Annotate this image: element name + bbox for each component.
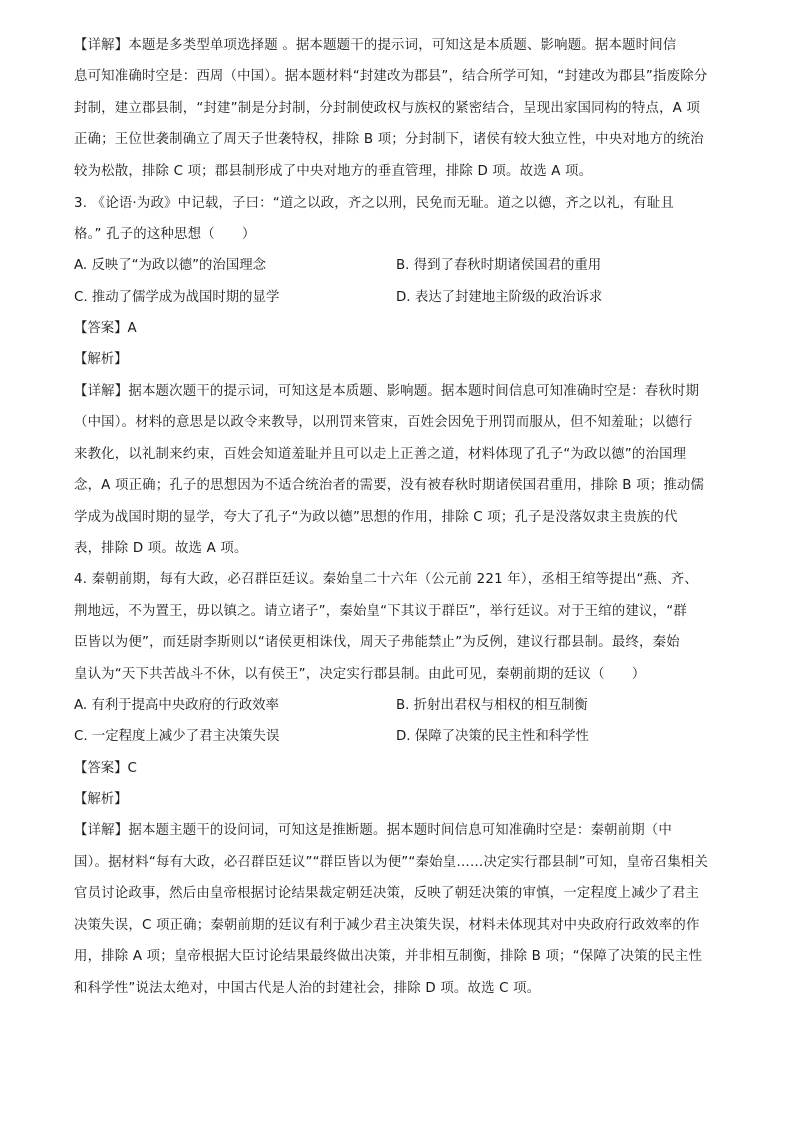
q2-detail-line: 较为松散，排除 C 项；郡县制形成了中央对地方的垂直管理，排除 D 项。故选 A 项。: [74, 164, 593, 179]
q4-detail-line: 决策失误，C 项正确；秦朝前期的廷议有利于减少君主决策失误，材料未体现其对中央政府行政效率的作: [74, 918, 700, 933]
q4-stem-line: 4. 秦朝前期，每有大政，必召群臣廷议。秦始皇二十六年（公元前 221 年），丞相王绾等提出“燕、齐、: [74, 572, 698, 587]
q3-stem-line: 格。” 孔子的这种思想（ ）: [74, 227, 256, 242]
q3-detail-line: 学成为战国时期的显学，夸大了孔子“为政以德”思想的作用，排除 C 项；孔子是没落奴隶主贵族的代: [74, 510, 678, 525]
q4-analysis-label: 【解析】: [74, 792, 128, 807]
q3-option-c: C. 推动了儒学成为战国时期的显学: [74, 290, 280, 305]
q4-stem-line: 臣皆以为便”，而廷尉李斯则以“诸侯更相诛伐，周天子弗能禁止”为反例，建议行郡县制。最终，秦始: [74, 635, 680, 650]
q2-detail-line: 封制，建立郡县制，“封建”制是分封制，分封制使政权与族权的紧密结合，呈现出家国同构的特点，A 项: [74, 101, 701, 116]
q3-option-a: A. 反映了“为政以德”的治国理念: [74, 258, 266, 273]
q4-option-c: C. 一定程度上减少了君主决策失误: [74, 729, 280, 744]
q3-detail-line: 【详解】据本题次题干的提示词，可知这是本质题、影响题。据本题时间信息可知准确时空是：春秋时期: [74, 384, 700, 399]
q3-option-b: B. 得到了春秋时期诸侯国君的重用: [396, 258, 602, 273]
q2-detail-line: 息可知准确时空是：西周（中国）。据本题材料“封建改为郡县”，结合所学可知，“封建改为郡县”指废除分: [74, 69, 708, 84]
q4-answer: 【答案】C: [74, 761, 137, 776]
q3-detail-line: （中国）。材料的意思是以政令来教导，以刑罚来管束，百姓会因免于刑罚而服从，但不知羞耻；以德行: [74, 415, 693, 430]
q4-option-a: A. 有利于提高中央政府的行政效率: [74, 698, 279, 713]
q4-option-b: B. 折射出君权与相权的相互制衡: [396, 698, 588, 713]
q4-detail-line: 用，排除 A 项；皇帝根据大臣讨论结果最终做出决策，并非相互制衡，排除 B 项；“保障了决策的民主性: [74, 949, 703, 964]
q2-detail-line: 【详解】本题是多类型单项选择题 。据本题题干的提示词，可知这是本质题、影响题。据本题时间信: [74, 38, 677, 53]
q4-detail-line: 国）。据材料“每有大政，必召群臣廷议”“群臣皆以为便”“秦始皇……决定实行郡县制”可知，皇帝召集相关: [74, 855, 709, 870]
q4-stem-line: 皇认为“天下共苦战斗不休，以有侯王”，决定实行郡县制。由此可见，秦朝前期的廷议（ ）: [74, 667, 646, 682]
q3-detail-line: 来教化，以礼制来约束，百姓会知道羞耻并且可以走上正善之道，材料体现了孔子“为政以德”的治国理: [74, 447, 687, 462]
q4-detail-line: 官员讨论政事，然后由皇帝根据讨论结果裁定朝廷决策，反映了朝廷决策的审慎，一定程度上减少了君主: [74, 886, 700, 901]
q3-detail-line: 念，A 项正确；孔子的思想因为不适合统治者的需要，没有被春秋时期诸侯国君重用，排除 B 项；推动儒: [74, 478, 705, 493]
q4-detail-line: 【详解】据本题主题干的设问词，可知这是推断题。据本题时间信息可知准确时空是：秦朝前期（中: [74, 823, 672, 838]
q4-detail-line: 和科学性”说法太绝对，中国古代是人治的封建社会，排除 D 项。故选 C 项。: [74, 981, 541, 996]
q4-option-d: D. 保障了决策的民主性和科学性: [396, 729, 589, 744]
q3-analysis-label: 【解析】: [74, 352, 128, 367]
q3-answer: 【答案】A: [74, 321, 137, 336]
q3-option-d: D. 表达了封建地主阶级的政治诉求: [396, 290, 603, 305]
q4-stem-line: 荆地远，不为置王，毋以镇之。请立诸子”，秦始皇“下其议于群臣”，举行廷议。对于王绾的建议，“群: [74, 604, 687, 619]
q3-stem-line: 3. 《论语·为政》中记载，子曰：“道之以政，齐之以刑，民免而无耻。道之以德，齐之以礼，有耻且: [74, 196, 675, 211]
q2-detail-line: 正确；王位世袭制确立了周天子世袭特权，排除 B 项；分封制下，诸侯有较大独立性，中央对地方的统治: [74, 132, 704, 147]
q3-detail-line: 表，排除 D 项。故选 A 项。: [74, 541, 248, 556]
